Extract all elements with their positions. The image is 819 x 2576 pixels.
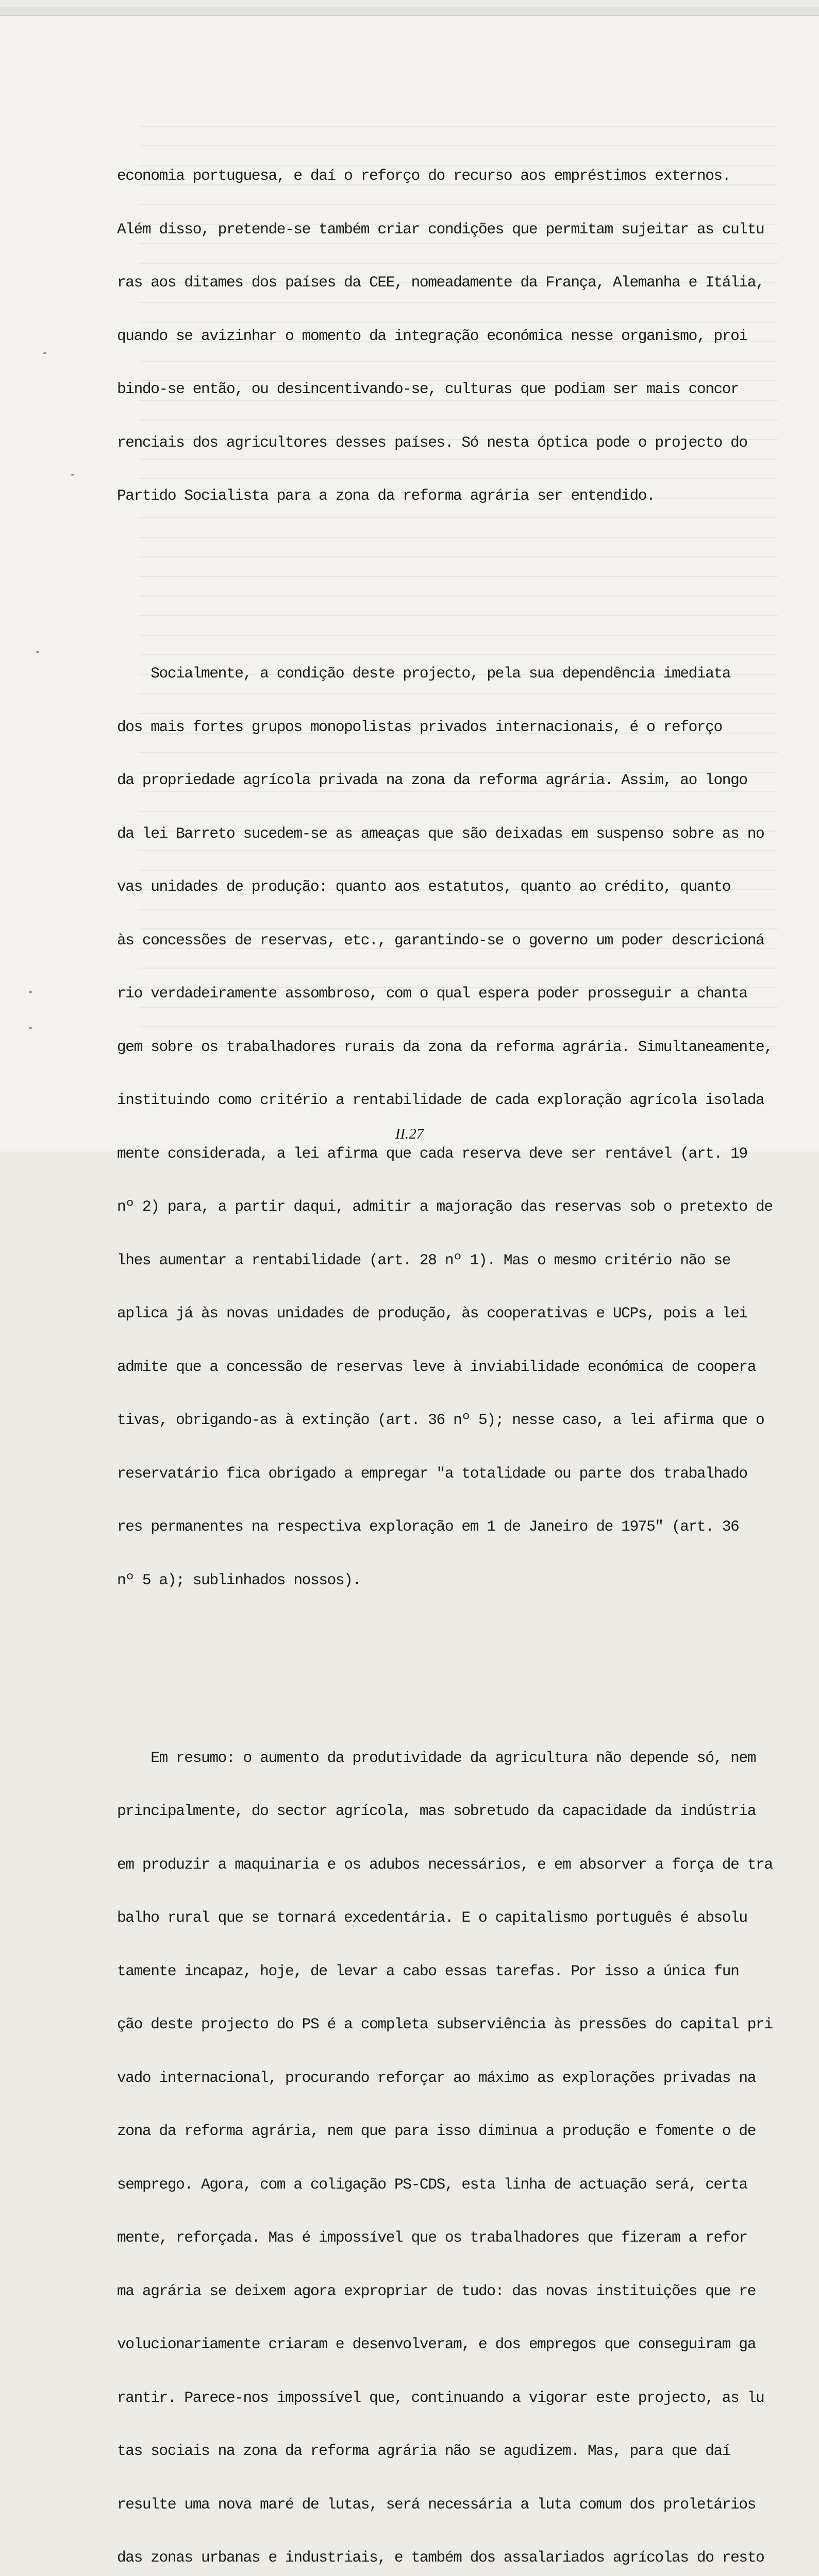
- text-line: renciais dos agricultores desses países. Só nesta óptica pode o projecto do: [117, 434, 772, 452]
- text-line: Além disso, pretende-se também criar condições que permitam sujeitar as cultu: [117, 221, 772, 239]
- text-line: Em resumo: o aumento da produtividade da agricultura não depende só, nem: [117, 1749, 772, 1767]
- text-line: volucionariamente criaram e desenvolveram, e dos empregos que conseguiram ga: [117, 2335, 772, 2353]
- text-line: tamente incapaz, hoje, de levar a cabo essas tarefas. Por isso a única fun: [117, 1962, 772, 1980]
- text-line: da propriedade agrícola privada na zona da reforma agrária. Assim, ao longo: [117, 771, 772, 789]
- text-line: vado internacional, procurando reforçar ao máximo as explorações privadas na: [117, 2069, 772, 2087]
- text-line: zona da reforma agrária, nem que para isso diminua a produção e fomente o de: [117, 2122, 772, 2140]
- document-body: [117, 96, 772, 2576]
- text-line: vas unidades de produção: quanto aos estatutos, quanto ao crédito, quanto: [117, 878, 772, 896]
- text-line: gem sobre os trabalhadores rurais da zona da reforma agrária. Simultaneamente,: [117, 1038, 772, 1056]
- scan-speck: [29, 991, 32, 993]
- scan-top-edge: [0, 7, 819, 16]
- text-line: rantir. Parece-nos impossível que, continuando a vigorar este projecto, as lu: [117, 2389, 772, 2407]
- text-line: Socialmente, a condição deste projecto, pela sua dependência imediata: [117, 665, 772, 683]
- text-line: nº 5 a); sublinhados nossos).: [117, 1571, 772, 1589]
- text-line: mente considerada, a lei afirma que cada reserva deve ser rentável (art. 19: [117, 1145, 772, 1163]
- text-line: Partido Socialista para a zona da reforma agrária ser entendido.: [117, 487, 772, 505]
- text-line: admite que a concessão de reservas leve à inviabilidade económica de coopera: [117, 1358, 772, 1376]
- text-line: das zonas urbanas e industriais, e também dos assalariados agrícolas do resto: [117, 2549, 772, 2567]
- text-line: ras aos ditames dos países da CEE, nomeadamente da França, Alemanha e Itália,: [117, 274, 772, 292]
- text-line: ção deste projecto do PS é a completa subserviência às pressões do capital pri: [117, 2015, 772, 2033]
- text-line: economia portuguesa, e daí o reforço do recurso aos empréstimos externos.: [117, 167, 772, 185]
- scan-speck: [29, 1027, 32, 1029]
- text-line: tas sociais na zona da reforma agrária não se agudizem. Mas, para que daí: [117, 2442, 772, 2460]
- text-line: rio verdadeiramente assombroso, com o qual espera poder prosseguir a chanta: [117, 985, 772, 1003]
- text-line: lhes aumentar a rentabilidade (art. 28 nº 1). Mas o mesmo critério não se: [117, 1251, 772, 1269]
- text-line: às concessões de reservas, etc., garantindo-se o governo um poder descricioná: [117, 931, 772, 950]
- text-line: principalmente, do sector agrícola, mas sobretudo da capacidade da indústria: [117, 1802, 772, 1820]
- text-line: tivas, obrigando-as à extinção (art. 36 nº 5); nesse caso, a lei afirma que o: [117, 1411, 772, 1429]
- text-line: aplica já às novas unidades de produção, às cooperativas e UCPs, pois a lei: [117, 1304, 772, 1323]
- text-line: da lei Barreto sucedem-se as ameaças que são deixadas em suspenso sobre as no: [117, 825, 772, 843]
- scan-speck: [43, 352, 46, 354]
- text-line: res permanentes na respectiva exploração em 1 de Janeiro de 1975" (art. 36: [117, 1518, 772, 1536]
- text-line: resulte uma nova maré de lutas, será necessária a luta comum dos proletários: [117, 2496, 772, 2514]
- text-line: bindo-se então, ou desincentivando-se, culturas que podiam ser mais concor: [117, 380, 772, 398]
- scan-speck: [71, 474, 74, 476]
- paragraph-1: [117, 131, 772, 540]
- text-line: quando se avizinhar o momento da integração económica nesse organismo, proi: [117, 327, 772, 345]
- text-line: instituindo como critério a rentabilidade de cada exploração agrícola isolada: [117, 1091, 772, 1109]
- paragraph-3: [117, 1714, 772, 2576]
- scan-speck: [36, 651, 39, 653]
- text-line: nº 2) para, a partir daqui, admitir a majoração das reservas sob o pretexto de: [117, 1198, 772, 1216]
- text-line: balho rural que se tornará excedentária. E o capitalismo português é absolu: [117, 1909, 772, 1927]
- text-line: semprego. Agora, com a coligação PS-CDS, esta linha de actuação será, certa: [117, 2176, 772, 2194]
- page-number: II.27: [0, 1126, 819, 1143]
- text-line: mente, reforçada. Mas é impossível que os trabalhadores que fizeram a refor: [117, 2229, 772, 2247]
- text-line: em produzir a maquinaria e os adubos necessários, e em absorver a força de tra: [117, 1856, 772, 1874]
- text-line: dos mais fortes grupos monopolistas privados internacionais, é o reforço: [117, 718, 772, 736]
- text-line: ma agrária se deixem agora expropriar de tudo: das novas instituições que re: [117, 2282, 772, 2300]
- text-line: reservatário fica obrigado a empregar "a totalidade ou parte dos trabalhado: [117, 1465, 772, 1483]
